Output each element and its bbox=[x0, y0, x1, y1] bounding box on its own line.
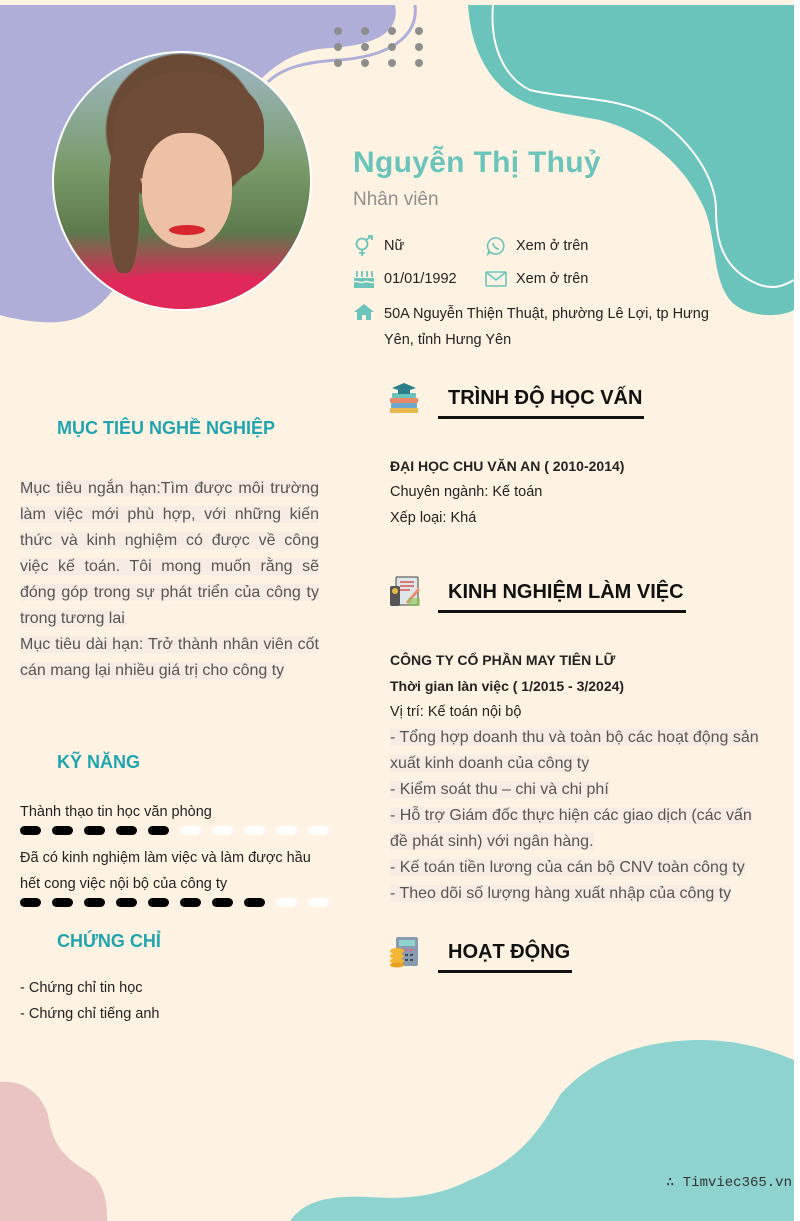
objective-long-term: Mục tiêu dài hạn: Trở thành nhân viên cốt cán mang lại nhiều giá trị cho công ty bbox=[20, 636, 319, 679]
calculator-coins-icon bbox=[388, 936, 422, 968]
experience-header bbox=[388, 571, 686, 613]
envelope-icon bbox=[485, 268, 507, 290]
objective-short-term: Mục tiêu ngắn hạn:Tìm được môi trường làm việc mới phù hợp, với những kiến thức và kinh nghiệm có được về công việc kế toán. Tôi mong muốn rằng sẽ đóng góp trong sự phát triển của công ty trong tương lai bbox=[20, 480, 319, 627]
task-item: - Tổng hợp doanh thu và toàn bộ các hoạt động sản xuất kinh doanh của công ty bbox=[390, 729, 759, 772]
grade: Xếp loại: Khá bbox=[390, 510, 477, 526]
skill-rating bbox=[20, 826, 329, 835]
birthday-value: 01/01/1992 bbox=[384, 271, 457, 287]
education-details bbox=[390, 453, 624, 531]
experience-details bbox=[390, 647, 770, 907]
activities-title: HOẠT ĐỘNG bbox=[438, 941, 572, 973]
objective-title: MỤC TIÊU NGHỀ NGHIỆP bbox=[57, 418, 276, 438]
whatsapp-phone-icon bbox=[485, 235, 507, 257]
email-row bbox=[485, 268, 588, 290]
certificates-title: CHỨNG CHỈ bbox=[57, 931, 161, 951]
work-period: Thời gian làn việc ( 1/2015 - 3/2024) bbox=[390, 678, 625, 694]
cake-icon bbox=[353, 268, 375, 290]
activities-header bbox=[388, 931, 572, 973]
gender-icon bbox=[353, 235, 375, 257]
certificate-item: - Chứng chỉ tiếng anh bbox=[20, 1006, 160, 1022]
position: Vị trí: Kế toán nội bộ bbox=[390, 704, 522, 720]
skill-label: Thành thạo tin học văn phòng bbox=[20, 804, 212, 820]
task-item: - Theo dõi số lượng hàng xuất nhập của công ty bbox=[390, 885, 732, 902]
education-header bbox=[388, 377, 644, 419]
candidate-role: Nhân viên bbox=[353, 189, 439, 210]
candidate-name: Nguyễn Thị Thuỷ bbox=[353, 146, 601, 179]
gender-row bbox=[353, 235, 404, 257]
task-item: - Kiểm soát thu – chi và chi phí bbox=[390, 781, 609, 798]
major: Chuyên ngành: Kế toán bbox=[390, 484, 543, 500]
birthday-row bbox=[353, 268, 457, 290]
certificate-item: - Chứng chỉ tin học bbox=[20, 980, 143, 996]
gender-value: Nữ bbox=[384, 238, 405, 254]
objective-text bbox=[20, 476, 319, 684]
education-title: TRÌNH ĐỘ HỌC VẤN bbox=[438, 387, 644, 419]
brand-watermark: ∴ Timviec365.vn bbox=[665, 1175, 792, 1191]
graduation-books-icon bbox=[388, 382, 422, 414]
skill-label: Đã có kinh nghiệm làm việc và làm được hầu hết cong việc nội bộ của công ty bbox=[20, 850, 311, 892]
skill-rating bbox=[20, 898, 329, 907]
address-value: 50A Nguyễn Thiện Thuật, phường Lê Lợi, tp Hưng Yên, tỉnh Hưng Yên bbox=[384, 306, 709, 348]
certificates-list bbox=[20, 975, 160, 1027]
task-item: - Kế toán tiền lương của cán bộ CNV toàn công ty bbox=[390, 859, 745, 876]
email-value: Xem ở trên bbox=[516, 271, 589, 287]
profile-photo bbox=[52, 51, 312, 311]
home-icon bbox=[353, 301, 375, 323]
task-item: - Hỗ trợ Giám đốc thực hiện các giao dịch (các vấn đề phát sinh) với ngân hàng. bbox=[390, 807, 752, 850]
skills-title: KỸ NĂNG bbox=[57, 752, 141, 772]
address-row bbox=[353, 301, 384, 323]
phone-row bbox=[485, 235, 588, 257]
phone-value: Xem ở trên bbox=[516, 238, 589, 254]
school-name: ĐẠI HỌC CHU VĂN AN ( 2010-2014) bbox=[390, 458, 625, 474]
experience-title: KINH NGHIỆM LÀM VIỆC bbox=[438, 581, 686, 613]
company-name: CÔNG TY CỔ PHẦN MAY TIÊN LỮ bbox=[390, 652, 616, 668]
accounting-document-icon bbox=[388, 576, 422, 608]
